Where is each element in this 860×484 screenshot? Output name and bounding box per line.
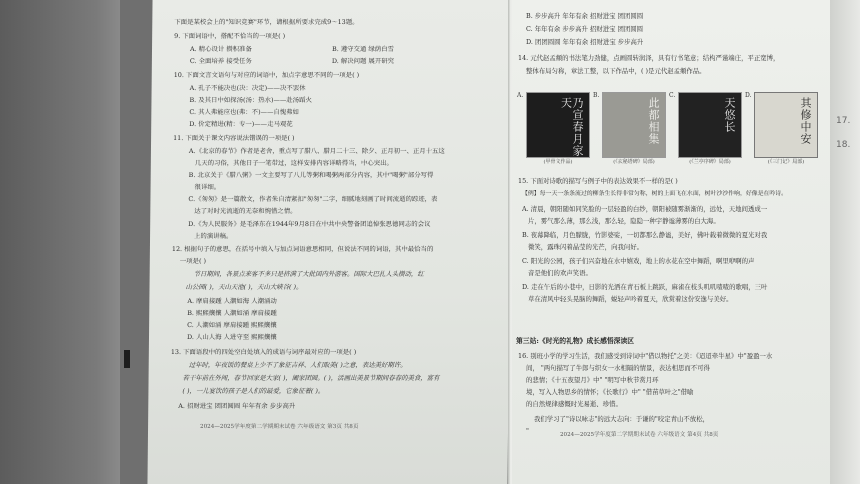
q13-option-b: B. 步步高升 年年有余 招财进宝 团团圆圆 (526, 12, 644, 20)
q16-line-1: 间， "两句描写了牛郎与织女一水相隔的情景，表达相思而不可得 (526, 364, 710, 372)
q12-passage: 节日期间，各景点来客不多只是挤满了大批国内外游客。国际大巴扎人头攒动，红 (193, 270, 424, 278)
sample-b-label: B. (593, 92, 600, 99)
q11-option-c: C.《匆匆》是一篇散文，作者朱自清紧扣"匆匆"二字，细腻地刻画了时间流逝的踪迹，表 (188, 195, 438, 203)
section-3-heading: 第三站:《时光的礼物》成长感悟深读区 (516, 337, 635, 345)
question-14-cont: 整体布局匀称，章法工整，以下作品中，( )是元代赵孟頫作品。 (526, 67, 706, 75)
q15-option-c-cont: 音是他们的欢声笑语。 (528, 269, 592, 277)
margin-mark-17: 17. (836, 116, 851, 126)
exam-page-right (512, 0, 830, 484)
sample-a-label: A. (517, 92, 524, 99)
next-page-edge (830, 0, 860, 484)
sample-d-glyph: 其修中安 (799, 97, 812, 145)
q16-line-3: 境，写入人物思乡的情怀；《长歌行》中" "借苗草叶之"借喻 (526, 388, 694, 396)
q12-passage-cont: 山公园( )，天山天池( )，天山大峡谷( )。 (185, 283, 303, 291)
q12-option-d: D. 人山人海 人进守至 熙熙攘攘 (186, 333, 277, 341)
q15-option-d-cont: 草在清风中轻头晃脑的舞蹈，蜕轻声吟着夏天，欣赏着这份安逸与美好。 (528, 295, 733, 303)
q9-option-a: A. 精心设计 攒积准备 (189, 45, 252, 53)
q11-option-a: A.《北京的春节》作者是老舍，重点写了腊八、腊月二十三、除夕、正月初一、正月十五这 (188, 147, 445, 155)
q15-option-b: B. 夜幕降临，月色朦胧，竹影婆娑，一切都那么静谧，美好，佛叶载着微微的夏光对我 (522, 231, 768, 239)
q12-option-b: B. 熙熙攘攘 人潮如涌 摩肩接踵 (187, 309, 277, 317)
q10-option-c: C. 其人弗能应也(弗：不)——自愧弗如 (189, 108, 299, 116)
q15-example: 【例】每一天一条条流过的柳条生长得非常匀称，树的上面飞在水面，树叶沙沙作响，好像是在吟诗。 (522, 191, 788, 197)
q15-option-c: C. 阳光的公园，孩子们兴奋地在水中嬉戏，地上的水花在空中舞蹈，啊里咿啊的声 (522, 257, 755, 265)
question-9: 9. 下面词语中，搭配不恰当的一项是( ) (174, 32, 286, 40)
q10-option-a: A. 孔子不能决也(决：决定)——决不罢休 (189, 84, 306, 92)
q13-option-c: C. 年年有余 步步高升 招财进宝 团团圆圆 (526, 25, 644, 33)
q9-option-c: C. 全面培养 接受任务 (189, 57, 252, 65)
q11-option-b: B. 北京关于《腊八粥》一文主要写了八儿等粥和喝粥两部分内容，其中"喝粥"部分写得 (188, 171, 434, 179)
q16-line-5: 我们学习了"诗以咏志"的远大志向：于谦的"咬定青山不放松， (534, 415, 709, 423)
calligraphy-sample-b (593, 92, 666, 166)
intro-line: 下面是某校会上的"知识竞赛"环节，请根据所要求完成9～13题。 (174, 18, 359, 26)
desk-background (0, 0, 120, 484)
question-12-cont: 一项是( ) (179, 257, 207, 265)
q9-option-b: B. 遵守交通 绿荫白雪 (331, 45, 394, 53)
question-12: 12. 根据句子的意思，在括号中填入与加点词语意思相同，但说法不同的词语，其中最恰当的 (171, 245, 434, 253)
calligraphy-sample-d (745, 92, 818, 166)
question-15: 15. 下面对诗歌的描写与例子中的表达效果不一样的是( ) (518, 177, 678, 185)
q11-option-d-cont: 上的演讲稿。 (194, 232, 233, 240)
q11-option-c-cont: 达了对时光流逝的无奈和惋惜之情。 (194, 207, 297, 215)
question-16: 16. 别班小学的学习生活，我们感受到诗词中"借以物托"之美：《迢迢牵牛星》中"盈盈一水 (518, 352, 773, 360)
q13-passage: 过年时，年夜饭的餐桌上少不了象征吉祥、人们取美( )之意，表达美好期许。 (188, 361, 407, 369)
margin-mark-18: 18. (836, 140, 851, 150)
question-11: 11. 下面关于课文内容说法错误的一项是( ) (173, 134, 295, 142)
q10-option-b: B. 及其日中如探汤(汤：热水)——赴汤蹈火 (189, 96, 312, 104)
binding-mark (124, 350, 130, 368)
q10-option-d: D. 价定精进(精：专一)——走马观花 (189, 120, 293, 128)
q12-option-a: A. 摩肩接踵 人潮如海 人潮涌动 (187, 297, 277, 305)
exam-page-left (147, 0, 512, 484)
q16-line-4: 的自然规律感慨时光易逝、珍惜。 (526, 400, 622, 408)
q13-passage-cont-2: ( )，一儿宴饮的孩子是人们的最爱，它象征着( )。 (182, 387, 325, 395)
sample-c-caption: (《兰亭序碑》局部) (689, 159, 731, 166)
q11-option-a-cont: 几天的习俗，其他日子一笔带过，这样安排内容详略得当，中心突出。 (194, 159, 393, 167)
calligraphy-sample-a (517, 92, 590, 166)
question-10: 10. 下面文言文语句与对应的词语中，加点字意思不同的一项是( ) (173, 71, 360, 79)
q13-passage-cont-1: 若干年前在外闯，春节回家是大家( )，阖家团圆。( )，活画出美景节期间春春的美食，富有 (182, 374, 440, 382)
sample-d-caption: (《三门记》局部) (767, 159, 805, 166)
sample-b-glyph: 此都相集 (647, 97, 660, 145)
sample-d-label: D. (745, 92, 752, 99)
page-footer-right: 2024—2025学年度第二学期期末试卷 六年级语文 第4页 共8页 (560, 432, 719, 438)
sample-a-caption: (甲骨文作品) (543, 159, 573, 166)
q12-option-c: C. 人潮如涌 摩肩接踵 熙熙攘攘 (187, 321, 277, 329)
q15-option-a-cont: 片，雾气那么薄，那么浅，那么轻，隐隐一种宇静谧薄雾的白大海。 (528, 217, 720, 225)
question-14: 14. 元代赵孟頫的书法笔力劲健，点画圆转润泽，具有行书笔意；结构严谨端庄，平正宽博， (518, 54, 780, 62)
question-13: 13. 下面语段中的四处空白处填入的成语与词序最对应的一项是( ) (170, 348, 357, 356)
q15-option-b-cont: 微笑，露珠闪着晶莹的光芒，向我问好。 (528, 243, 644, 251)
q16-line-6: " (526, 427, 529, 435)
q11-option-b-cont: 很详细。 (194, 183, 221, 191)
sample-b-caption: (《玄秘塔碑》局部) (613, 159, 655, 166)
sample-c-label: C. (669, 92, 676, 99)
q15-option-d: D. 走在午后的小巷中，日影的光洒在青石板上跳跃，麻雀在枝头叽叽喳喳的歌唱，三叶 (522, 283, 768, 291)
sample-a-glyph: 乃宣春月家天 (559, 97, 584, 157)
q16-line-2: 的悲情；《十五夜望月》中" "明写中秋节赏月环 (526, 376, 659, 384)
page-footer-left: 2024—2025学年度第二学期期末试卷 六年级语文 第3页 共8页 (200, 424, 359, 430)
q13-option-a: A. 招财进宝 团团圆圆 年年有余 步步高升 (178, 402, 296, 410)
calligraphy-sample-c (669, 92, 742, 166)
sample-c-glyph: 天悠长 (723, 97, 736, 133)
q11-option-d: D.《为人民服务》是毛泽东在1944年9月8日在中共中央警备团追悼张思德同志的会议 (188, 220, 431, 228)
q13-option-d: D. 团团圆圆 年年有余 招财进宝 步步高升 (526, 38, 644, 46)
q15-option-a: A. 清晨，朝阳随如同笑脸的一层轻盈的白纱，朝阳被随雾渐渐的，远处，天地间透成一 (522, 205, 768, 213)
q9-option-d: D. 解决问题 展开研究 (331, 57, 395, 65)
